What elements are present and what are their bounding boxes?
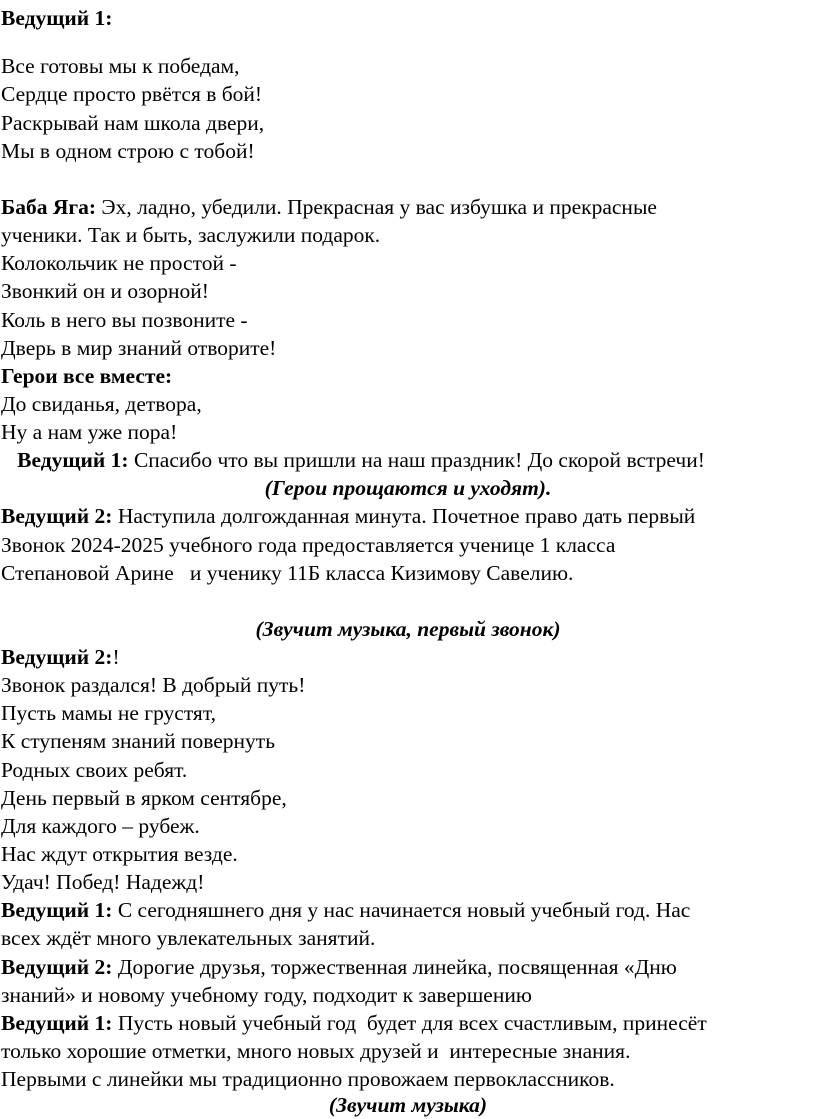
text-line (1, 193, 657, 221)
stage-direction: (Герои прощаются и уходят). (264, 476, 552, 500)
speaker-label: Герои все вместе: (1, 364, 173, 388)
text-line: только хорошие отметки, много новых друзей и интересные знания. (1, 1039, 631, 1063)
verse-line: Раскрывай нам школа двери, (1, 111, 265, 135)
text-line: всех ждёт много увлекательных занятий. (1, 926, 376, 950)
text-line (1, 896, 690, 924)
verse-line: Мы в одном строю с тобой! (1, 139, 255, 163)
text-line (1, 4, 112, 32)
speech-text: ! (112, 645, 120, 669)
speaker-label: Ведущий 1: (1, 6, 113, 30)
verse-line: День первый в ярком сентябре, (1, 786, 287, 810)
text-line: ученики. Так и быть, заслужили подарок. (1, 223, 381, 247)
text-line: Первыми с линейки мы традиционно провожаем первоклассников. (1, 1067, 615, 1091)
speech-text: Пусть новый учебный год будет для всех счастливым, принесёт (112, 1011, 707, 1035)
speaker-label: Ведущий 1: (1, 1011, 113, 1035)
verse-line: Сердце просто рвётся в бой! (1, 82, 263, 106)
stage-direction: (Звучит музыка) (328, 1093, 488, 1117)
speech-text: Наступила долгожданная минута. Почетное право дать первый (112, 504, 696, 528)
text-line (1, 362, 172, 390)
verse-line: К ступеням знаний повернуть (1, 729, 276, 753)
text-line: Степановой Арине и ученику 11Б класса Кизимову Савелию. (1, 561, 574, 585)
verse-line: Нас ждут открытия везде. (1, 842, 238, 866)
speaker-label: Ведущий 2: (1, 955, 113, 979)
verse-line: Ну а нам уже пора! (1, 420, 178, 444)
speech-text: Эх, ладно, убедили. Прекрасная у вас избушка и прекрасные (96, 195, 657, 219)
verse-line: Родных своих ребят. (1, 758, 188, 782)
speaker-label: Ведущий 2: (1, 504, 113, 528)
verse-line: Пусть мамы не грустят, (1, 701, 216, 725)
speaker-label: Ведущий 2: (1, 645, 113, 669)
verse-line: Звонкий он и озорной! (1, 279, 209, 303)
stage-direction: (Звучит музыка, первый звонок) (255, 617, 561, 641)
text-line: знаний» и новому учебному году, подходит к завершению (1, 983, 532, 1007)
verse-line: Все готовы мы к победам, (1, 54, 240, 78)
speech-text: С сегодняшнего дня у нас начинается новый учебный год. Нас (112, 898, 691, 922)
text-line: Звонок 2024-2025 учебного года предоставляется ученице 1 класса (1, 533, 616, 557)
verse-line: Коль в него вы позвоните - (1, 308, 248, 332)
text-line (1, 953, 677, 981)
verse-line: Для каждого – рубеж. (1, 814, 200, 838)
text-line (1, 1009, 707, 1037)
speaker-label: Ведущий 1: (1, 898, 113, 922)
verse-line: Дверь в мир знаний отворите! (1, 336, 277, 360)
verse-line: Звонок раздался! В добрый путь! (1, 673, 306, 697)
text-line (1, 643, 120, 671)
text-line (1, 502, 695, 530)
text-line (1, 446, 705, 474)
speech-text: Спасибо что вы пришли на наш праздник! До скорой встречи! (128, 448, 705, 472)
verse-line: До свиданья, детвора, (1, 392, 202, 416)
speaker-label: Баба Яга: (1, 195, 97, 219)
verse-line: Колокольчик не простой - (1, 251, 237, 275)
verse-line: Удач! Побед! Надежд! (1, 870, 205, 894)
speech-text: Дорогие друзья, торжественная линейка, посвященная «Дню (112, 955, 677, 979)
speaker-label: Ведущий 1: (1, 448, 129, 472)
